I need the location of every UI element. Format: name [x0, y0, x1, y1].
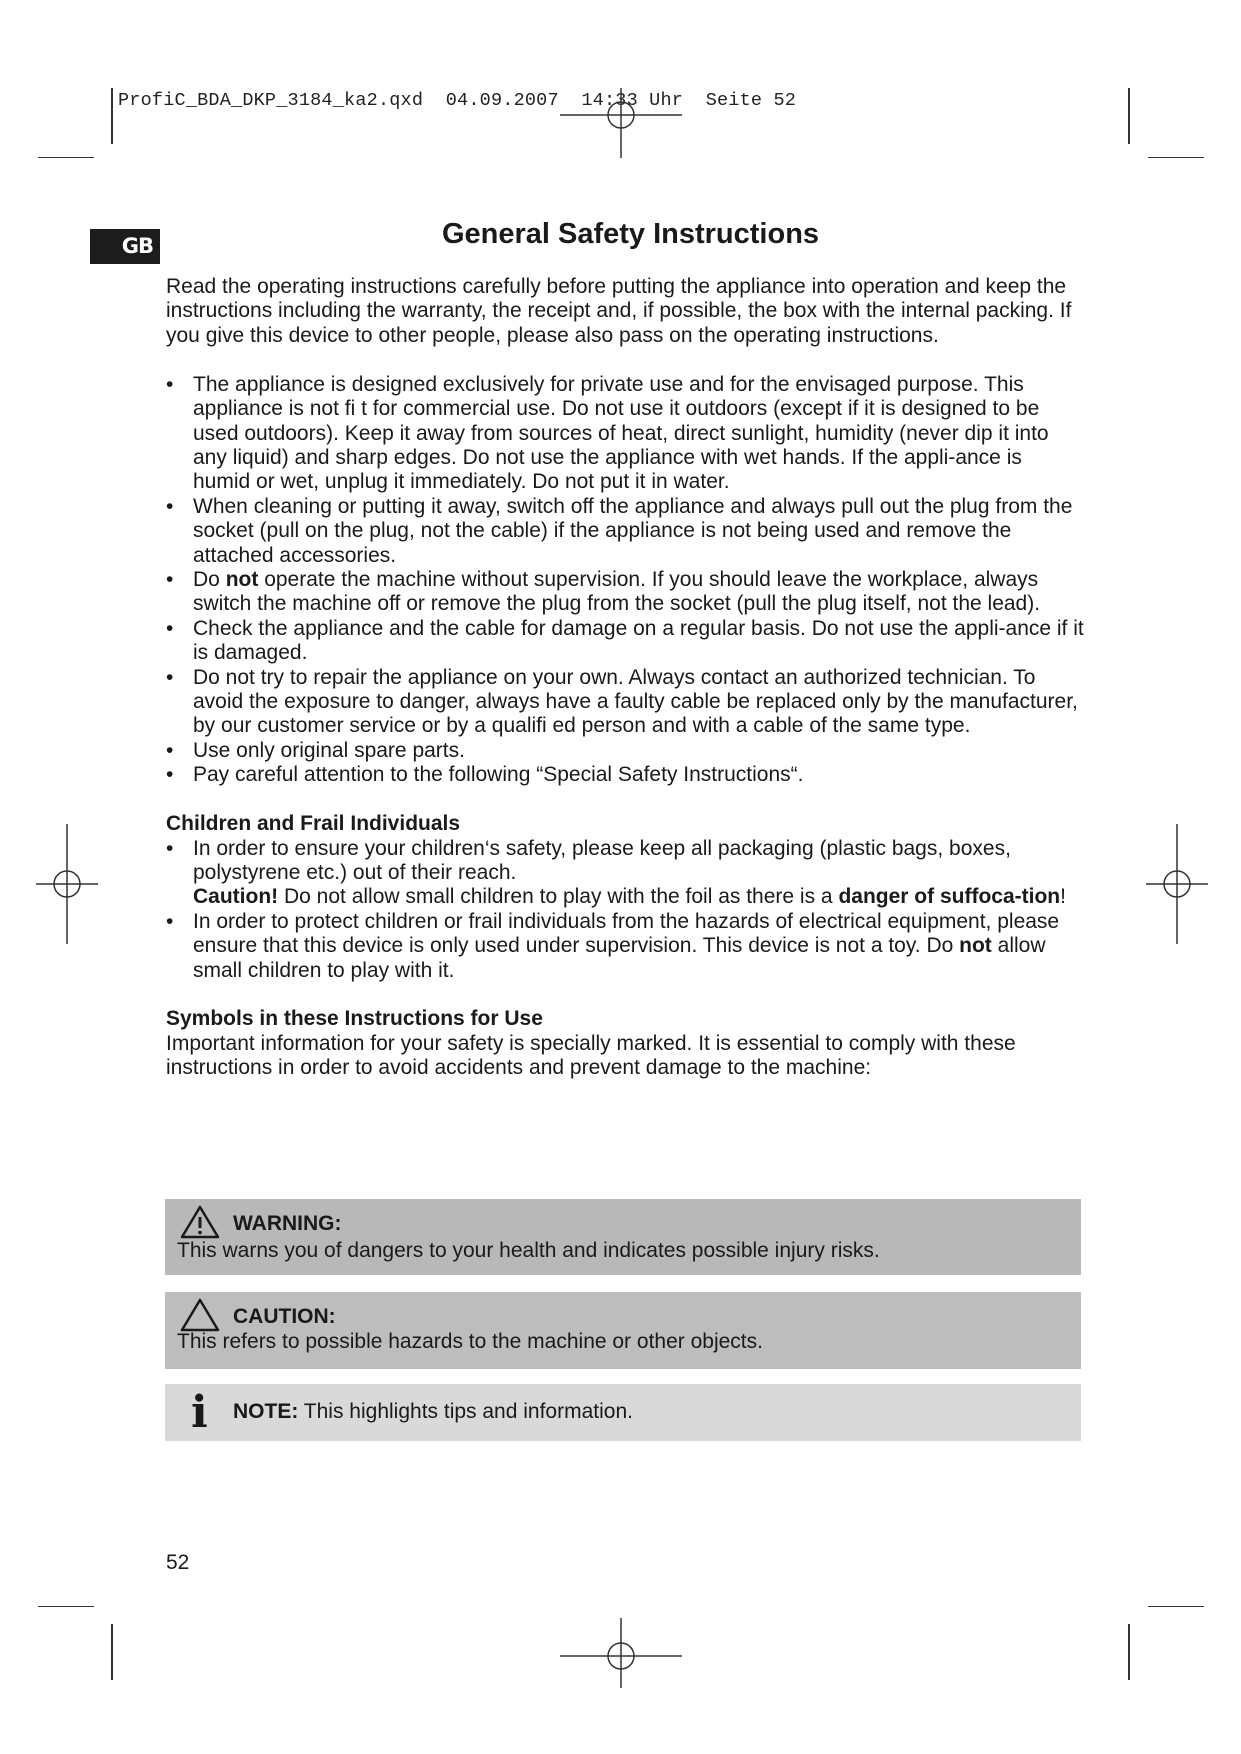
list-item: • The appliance is designed exclusively for private use and for the envisaged purpose. This appliance is not fi t for commercial use. Do not use it outdoors (except if it is designed to be used outdoors). Keep it away from sources of heat, direct sunlight, humidity (never dip it into any liquid) and sharp edges. Do not use the appliance with wet hands. If the appli-ance is humid or wet, unplug it immediately. Do not put it in water.	[166, 373, 1084, 495]
main-content	[166, 275, 1084, 1081]
caution-label: Caution!	[193, 885, 279, 909]
caution-text: This refers to possible hazards to the machine or other objects.	[177, 1330, 763, 1353]
list-item-text: Do	[193, 567, 220, 591]
children-list	[166, 837, 1084, 983]
list-item	[166, 910, 1084, 983]
caution-box	[165, 1292, 1081, 1369]
page-title	[0, 218, 1241, 251]
list-item	[166, 837, 1084, 910]
list-item-text: operate the machine without supervision. If you should leave the workplace, always switch the machine off or remove the plug from the socket (pull the plug itself, not the lead).	[193, 567, 1041, 616]
warning-text: This warns you of dangers to your health and indicates possible injury risks.	[177, 1239, 880, 1262]
list-item-text: Do not allow small children to play with the foil as there is a	[284, 885, 833, 909]
safety-list	[166, 373, 1084, 788]
list-item-text: !	[1060, 885, 1066, 909]
caution-label: CAUTION:	[233, 1305, 336, 1328]
warning-label: WARNING:	[233, 1212, 342, 1235]
list-item: • Check the appliance and the cable for damage on a regular basis. Do not use the appli-ance if it is damaged.	[166, 617, 1084, 666]
warning-icon	[180, 1205, 220, 1239]
page-number: 52	[166, 1551, 190, 1574]
caution-icon	[180, 1298, 220, 1332]
symbols-paragraph: Important information for your safety is specially marked. It is essential to comply with these instructions in order to avoid accidents and prevent damage to the machine:	[166, 1031, 1016, 1080]
page-title-text: General Safety Instructions	[441, 218, 820, 250]
print-slug: ProfiC_BDA_DKP_3184_ka2.qxd 04.09.2007 14:33 Uhr Seite 52	[118, 90, 797, 111]
list-item-text: In order to ensure your children‘s safety, please keep all packaging (plastic bags, boxes, polystyrene etc.) out of their reach.	[193, 836, 1011, 884]
list-item-text: allow small children to play with it.	[193, 934, 1046, 982]
note-text	[233, 1400, 633, 1424]
list-item-emphasis: not	[225, 567, 259, 591]
list-item: • Pay careful attention to the following “Special Safety Instructions“.	[166, 763, 1084, 787]
warning-box	[165, 1199, 1081, 1275]
registration-mark-top	[560, 88, 682, 158]
language-tab: GB	[90, 229, 160, 264]
list-item-emphasis: danger of suffoca-tion	[838, 885, 1061, 909]
note-body: This highlights tips and information.	[303, 1400, 633, 1423]
note-label: NOTE:	[233, 1400, 299, 1423]
list-item: • Do not try to repair the appliance on your own. Always contact an authorized technician. To avoid the exposure to danger, always have a faulty cable be replaced only by the manufacturer, by our customer service or by a qualifi ed person and with a cable of the same type.	[166, 666, 1084, 739]
list-item	[166, 568, 1084, 617]
info-icon: i	[191, 1387, 208, 1438]
note-box	[165, 1384, 1081, 1441]
registration-mark-bottom	[560, 1618, 682, 1688]
intro-paragraph: Read the operating instructions carefully before putting the appliance into operation and keep the instructions including the warranty, the receipt and, if possible, the box with the internal packing. If you give this device to other people, please also pass on the operating instructions.	[166, 275, 1072, 347]
registration-mark-right	[1146, 824, 1208, 944]
children-heading: Children and Frail Individuals	[166, 812, 461, 836]
list-item-text: In order to protect children or frail individuals from the hazards of electrical equipment, please ensure that this device is only used under supervision. This device is not a toy. Do	[193, 909, 1060, 958]
registration-mark-left	[36, 824, 98, 944]
symbols-heading: Symbols in these Instructions for Use	[166, 1007, 543, 1031]
list-item-emphasis: not	[959, 934, 992, 958]
list-item: • When cleaning or putting it away, switch off the appliance and always pull out the plug from the socket (pull on the plug, not the cable) if the appliance is not being used and remove the attached accessories.	[166, 495, 1084, 568]
list-item: • Use only original spare parts.	[166, 739, 1084, 763]
